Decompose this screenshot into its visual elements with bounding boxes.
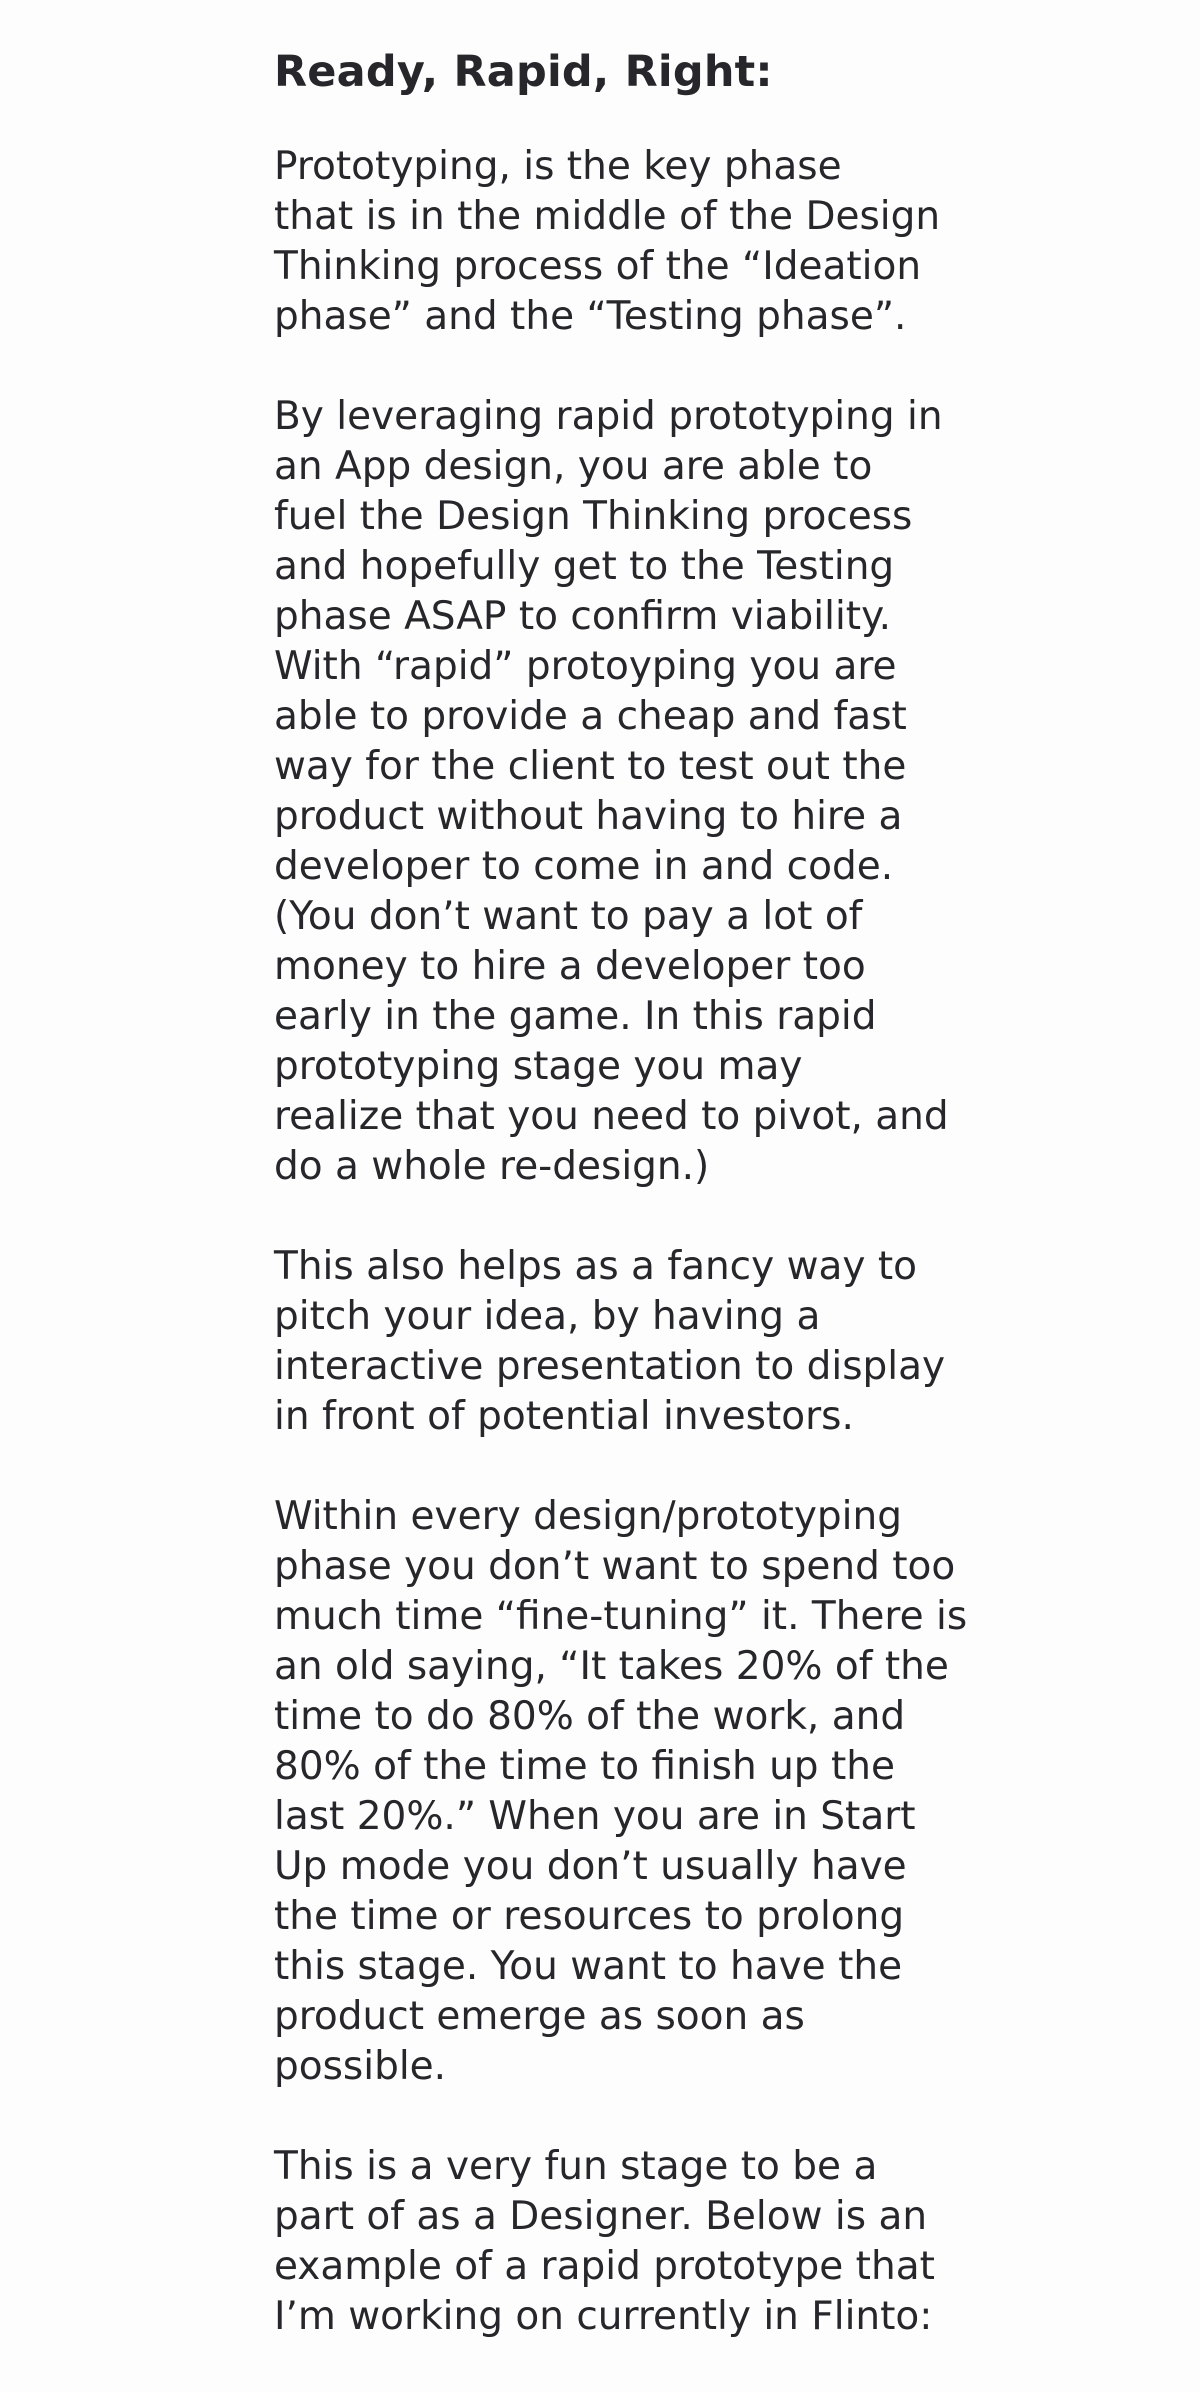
text-line: phase” and the “Testing phase”. xyxy=(274,294,907,339)
paragraph-closing xyxy=(274,2142,974,2342)
section-heading: Ready, Rapid, Right: xyxy=(274,47,773,97)
text-line: interactive presentation to display xyxy=(274,1344,946,1389)
text-line: 80% of the time to finish up the xyxy=(274,1744,895,1789)
text-line: the time or resources to prolong xyxy=(274,1894,905,1939)
text-line: pitch your idea, by having a xyxy=(274,1294,821,1339)
text-line: This also helps as a fancy way to xyxy=(274,1244,918,1289)
text-line: early in the game. In this rapid xyxy=(274,994,877,1039)
text-line: and hopefully get to the Testing xyxy=(274,544,895,589)
text-line: an App design, you are able to xyxy=(274,444,873,489)
text-line: that is in the middle of the Design xyxy=(274,194,941,239)
text-line: possible. xyxy=(274,2044,447,2089)
text-line: much time “fine-tuning” it. There is xyxy=(274,1594,968,1639)
text-line: This is a very fun stage to be a xyxy=(274,2144,878,2189)
text-line: Prototyping, is the key phase xyxy=(274,144,842,189)
text-line: product emerge as soon as xyxy=(274,1994,805,2039)
text-line: realize that you need to pivot, and xyxy=(274,1094,949,1139)
text-line: With “rapid” protoyping you are xyxy=(274,644,897,689)
text-line: fuel the Design Thinking process xyxy=(274,494,913,539)
text-line: developer to come in and code. xyxy=(274,844,894,889)
text-line: in front of potential investors. xyxy=(274,1394,854,1439)
text-line: this stage. You want to have the xyxy=(274,1944,903,1989)
text-line: phase you don’t want to spend too xyxy=(274,1544,956,1589)
text-line: prototyping stage you may xyxy=(274,1044,803,1089)
paragraph-rapid-prototyping xyxy=(274,392,974,1192)
text-line: part of as a Designer. Below is an xyxy=(274,2194,928,2239)
text-line: I’m working on currently in Flinto: xyxy=(274,2294,933,2339)
text-line: money to hire a developer too xyxy=(274,944,866,989)
text-line: Within every design/prototyping xyxy=(274,1494,902,1539)
text-line: do a whole re-design.) xyxy=(274,1144,710,1189)
paragraph-pitch xyxy=(274,1242,974,1442)
article-body xyxy=(274,30,974,2342)
text-line: By leveraging rapid prototyping in xyxy=(274,394,943,439)
text-line: way for the client to test out the xyxy=(274,744,907,789)
text-line: example of a rapid prototype that xyxy=(274,2244,935,2289)
text-line: phase ASAP to confirm viability. xyxy=(274,594,891,639)
text-line: an old saying, “It takes 20% of the xyxy=(274,1644,949,1689)
text-line: last 20%.” When you are in Start xyxy=(274,1794,916,1839)
text-line: Thinking process of the “Ideation xyxy=(274,244,922,289)
text-line: able to provide a cheap and fast xyxy=(274,694,907,739)
paragraph-fine-tuning xyxy=(274,1492,974,2092)
text-line: Up mode you don’t usually have xyxy=(274,1844,907,1889)
text-line: time to do 80% of the work, and xyxy=(274,1694,906,1739)
text-line: (You don’t want to pay a lot of xyxy=(274,894,863,939)
paragraph-intro xyxy=(274,142,974,342)
text-line: product without having to hire a xyxy=(274,794,903,839)
